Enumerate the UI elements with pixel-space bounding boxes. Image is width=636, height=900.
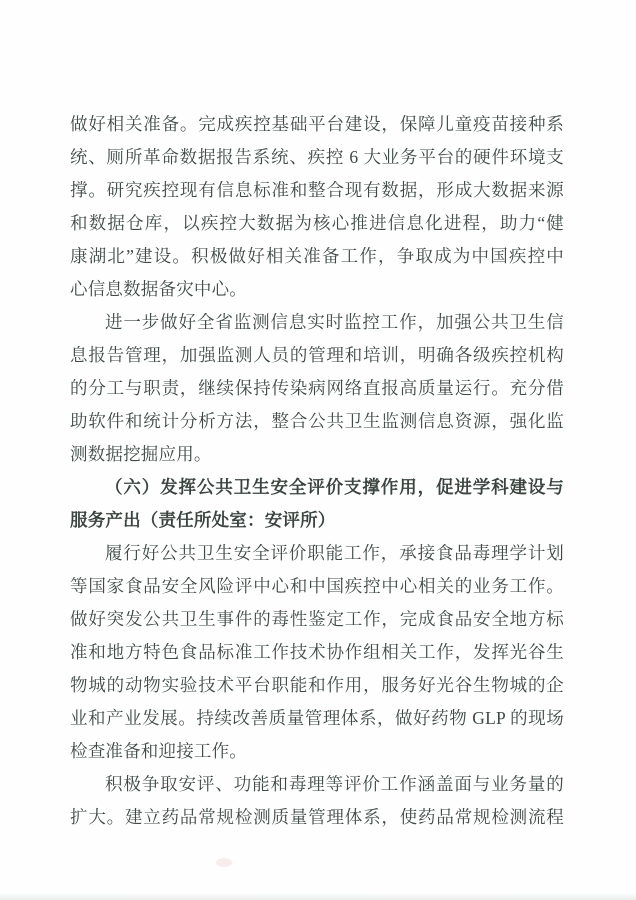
text-line: 业和产业发展。持续改善质量管理体系，做好药物 GLP 的现场 <box>70 708 564 728</box>
text-line: 统、厕所革命数据报告系统、疾控 6 大业务平台的硬件环境支 <box>70 147 564 167</box>
text-line: 助软件和统计分析方法，整合公共卫生监测信息资源，强化监 <box>70 411 564 431</box>
text-line: 物城的动物实验技术平台职能和作用，服务好光谷生物城的企 <box>70 675 564 695</box>
scan-bottom-edge <box>0 893 636 900</box>
text-line: 撑。研究疾控现有信息标准和整合现有数据，形成大数据来源 <box>70 180 564 200</box>
text-line: 做好相关准备。完成疾控基础平台建设，保障儿童疫苗接种系 <box>70 114 564 134</box>
text-line: 康湖北”建设。积极做好相关准备工作，争取成为中国疾控中 <box>70 246 564 266</box>
text-line: 心信息数据备灾中心。 <box>70 279 247 299</box>
text-line: 做好突发公共卫生事件的毒性鉴定工作，完成食品安全地方标 <box>70 609 564 629</box>
text-line: 履行好公共卫生安全评价职能工作，承接食品毒理学计划 <box>105 543 564 563</box>
text-line: 等国家食品安全风险评中心和中国疾控中心相关的业务工作。 <box>70 576 564 596</box>
text-line: 测数据挖掘应用。 <box>70 444 212 464</box>
text-line: 扩大。建立药品常规检测质量管理体系，使药品常规检测流程 <box>70 807 564 827</box>
text-line: 进一步做好全省监测信息实时监控工作，加强公共卫生信 <box>105 312 564 332</box>
text-line: 积极争取安评、功能和毒理等评价工作涵盖面与业务量的 <box>105 774 564 794</box>
text-line: 息报告管理，加强监测人员的管理和培训，明确各级疾控机构 <box>70 345 564 365</box>
text-line: 的分工与职责，继续保持传染病网络直报高质量运行。充分借 <box>70 378 564 398</box>
scan-smudge <box>216 858 232 867</box>
heading-line: （六）发挥公共卫生安全评价支撑作用，促进学科建设与 <box>105 477 564 497</box>
heading-line: 服务产出（责任所处室：安评所） <box>70 510 336 530</box>
text-line: 准和地方特色食品标准工作技术协作组相关工作，发挥光谷生 <box>70 642 564 662</box>
document-text <box>70 108 564 834</box>
text-line: 和数据仓库，以疾控大数据为核心推进信息化进程，助力“健 <box>70 213 564 233</box>
text-line: 检查准备和迎接工作。 <box>70 741 247 761</box>
